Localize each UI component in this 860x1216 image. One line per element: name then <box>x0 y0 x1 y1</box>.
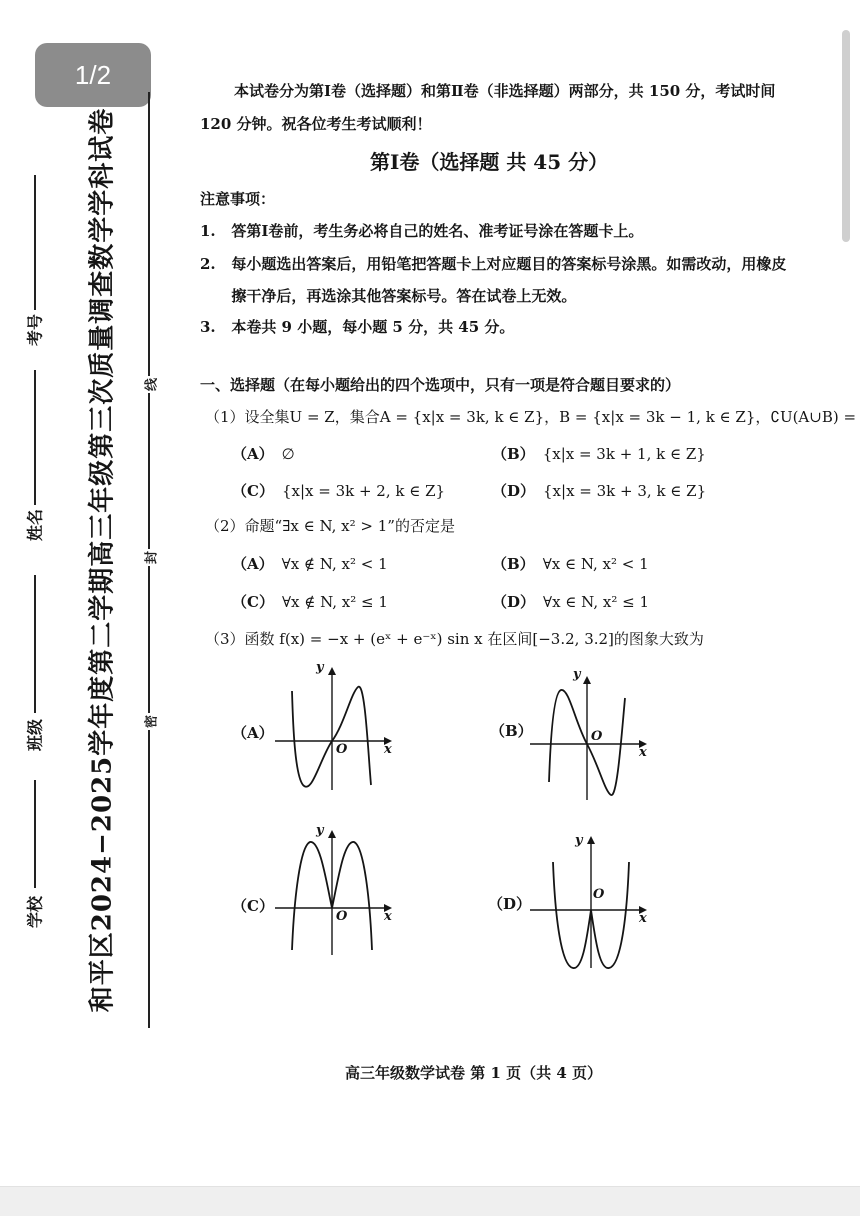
option-label: （A） <box>232 555 274 573</box>
origin-label: O <box>336 909 348 924</box>
option-text: ∀x ∉ N, x² < 1 <box>281 555 388 573</box>
name-blank-line <box>34 370 36 505</box>
exam-side-title: 和平区2024−2025学年度第二学期高三年级第三次质量调查数学学科试卷 <box>87 107 118 1013</box>
question-2-option-d <box>492 591 649 612</box>
option-label: （C） <box>232 593 274 611</box>
origin-label: O <box>593 887 605 902</box>
question-2-stem: （2）命题“∃x ∈ N, x² > 1”的否定是 <box>205 517 455 535</box>
x-axis-label: x <box>384 742 392 757</box>
x-axis-label: x <box>384 909 392 924</box>
question-1-stem: （1）设全集U = Z，集合A = {x|x = 3k, k ∈ Z}，B = {x|x = 3k − 1, k ∈ Z}，∁U(A∪B) = <box>205 408 857 426</box>
option-label: （D） <box>492 593 536 611</box>
option-label: （C） <box>232 482 274 500</box>
part-heading: 一、选择题（在每小题给出的四个选项中，只有一项是符合题目要求的） <box>200 376 681 394</box>
graph-label-c: （C） <box>232 897 274 915</box>
question-1-option-a <box>232 443 295 464</box>
option-label: （A） <box>232 445 274 463</box>
option-text: {x|x = 3k + 1, k ∈ Z} <box>542 445 706 463</box>
y-axis-label: y <box>573 667 581 682</box>
graph-label-b: （B） <box>490 722 533 740</box>
notice-item-2: 2. 每小题选出答案后，用铅笔把答题卡上对应题目的答案标号涂黑。如需改动，用橡皮 <box>200 255 787 273</box>
origin-label: O <box>336 742 348 757</box>
option-text: ∅ <box>281 445 295 463</box>
notice-item-1: 1. 答第Ⅰ卷前，考生务必将自己的姓名、准考证号涂在答题卡上。 <box>200 222 644 240</box>
page-footer: 高三年级数学试卷 第 1 页（共 4 页） <box>345 1064 602 1082</box>
question-2-option-b <box>492 553 649 574</box>
field-label-id: 考号 <box>25 313 45 347</box>
section-title: 第Ⅰ卷（选择题 共 45 分） <box>370 150 609 174</box>
id-blank-line <box>34 175 36 310</box>
school-blank-line <box>34 780 36 888</box>
option-text: {x|x = 3k + 2, k ∈ Z} <box>281 482 446 500</box>
graph-label-a: （A） <box>232 724 274 742</box>
graph-label-d: （D） <box>488 895 532 913</box>
field-label-name: 姓名 <box>25 508 45 542</box>
class-blank-line <box>34 575 36 713</box>
option-label: （B） <box>492 555 535 573</box>
x-axis-label: x <box>639 911 647 926</box>
question-2-option-a <box>232 553 388 574</box>
y-axis-arrow <box>328 830 336 838</box>
question-3-stem: （3）函数 f(x) = −x + (eˣ + e⁻ˣ) sin x 在区间[−3.2, 3.2]的图象大致为 <box>205 630 704 648</box>
graph-a <box>270 655 400 795</box>
question-2-option-c <box>232 591 388 612</box>
y-axis-arrow <box>587 836 595 844</box>
page-indicator: 1/2 <box>35 43 151 107</box>
notice-item-2-cont: 擦干净后，再选涂其他答案标号。答在试卷上无效。 <box>200 287 577 305</box>
option-label: （B） <box>492 445 535 463</box>
y-axis-label: y <box>316 823 324 838</box>
option-text: ∀x ∈ N, x² ≤ 1 <box>543 593 649 611</box>
y-axis-arrow <box>328 667 336 675</box>
graph-c <box>270 820 400 960</box>
notice-item-3: 3. 本卷共 9 小题，每小题 5 分，共 45 分。 <box>200 318 515 336</box>
y-axis-label: y <box>575 833 583 848</box>
graph-d <box>525 826 655 976</box>
y-axis-arrow <box>583 676 591 684</box>
viewer-bottom-strip <box>0 1186 860 1216</box>
scrollbar-thumb[interactable] <box>842 30 850 242</box>
graph-b <box>525 662 655 802</box>
x-axis-label: x <box>639 745 647 760</box>
option-label: （D） <box>492 482 536 500</box>
option-text: {x|x = 3k + 3, k ∈ Z} <box>543 482 707 500</box>
origin-label: O <box>591 729 603 744</box>
option-text: ∀x ∈ N, x² < 1 <box>542 555 649 573</box>
field-label-class: 班级 <box>25 718 45 752</box>
margin-word-xian: 线 <box>141 376 160 393</box>
field-label-school: 学校 <box>25 895 45 929</box>
intro-line-1: 本试卷分为第Ⅰ卷（选择题）和第Ⅱ卷（非选择题）两部分，共 150 分，考试时间 <box>234 82 776 100</box>
question-1-option-b <box>492 443 706 464</box>
question-1-option-c <box>232 480 445 501</box>
margin-word-mi: 密 <box>141 713 160 730</box>
notice-heading: 注意事项： <box>200 190 276 208</box>
intro-line-2: 120 分钟。祝各位考生考试顺利！ <box>200 115 432 133</box>
option-text: ∀x ∉ N, x² ≤ 1 <box>281 593 388 611</box>
y-axis-label: y <box>316 660 324 675</box>
margin-word-feng: 封 <box>141 549 160 566</box>
question-1-option-d <box>492 480 706 501</box>
